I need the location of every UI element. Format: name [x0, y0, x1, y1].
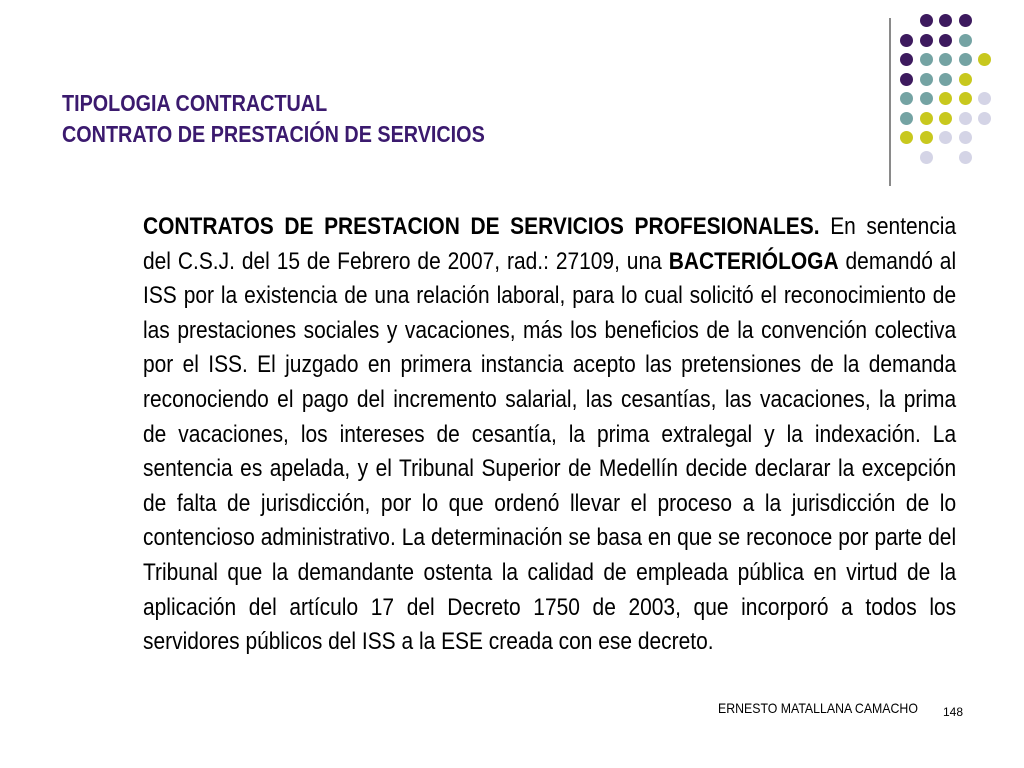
- decorative-dot: [978, 92, 991, 105]
- decorative-dot: [900, 112, 913, 125]
- decorative-dot: [959, 73, 972, 86]
- body-text-part-1: En sentencia del C.S.J. del 15 de Febrero de 2007, rad.: 27109, una: [143, 213, 957, 275]
- decorative-dot: [900, 92, 913, 105]
- decorative-dot: [959, 151, 972, 164]
- decorative-dot: [920, 34, 933, 47]
- decorative-dot-grid: [900, 14, 1020, 164]
- decorative-dot: [959, 112, 972, 125]
- decorative-dot: [939, 34, 952, 47]
- decorative-dot: [920, 151, 933, 164]
- footer-author: ERNESTO MATALLANA CAMACHO: [718, 700, 918, 716]
- decorative-dot: [959, 53, 972, 66]
- page-number: 148: [943, 705, 964, 719]
- decorative-divider-line: [889, 18, 891, 186]
- decorative-dot: [959, 34, 972, 47]
- decorative-dot: [900, 73, 913, 86]
- decorative-dot: [920, 53, 933, 66]
- decorative-dot: [920, 73, 933, 86]
- decorative-dot: [900, 53, 913, 66]
- decorative-dot: [939, 73, 952, 86]
- decorative-dot: [959, 92, 972, 105]
- body-emphasis: BACTERIÓLOGA: [668, 247, 839, 275]
- decorative-dot: [939, 92, 952, 105]
- decorative-dot: [978, 112, 991, 125]
- decorative-dot: [900, 34, 913, 47]
- body-text-part-2: demandó al ISS por la existencia de una relación laboral, para lo cual solicitó el reconocimiento de las prestaciones sociales y vacaciones, más los beneficios de la convención colectiva por el ISS. El juzgado en primera instancia acepto las pretensiones de la demanda reconociendo el pago del incremento salarial, las cesantías, las vacaciones, la prima de vacaciones, los intereses de cesantía, la prima extralegal y la indexación. La sentencia es apelada, y el Tribunal Superior de Medellín decide declarar la excepción de falta de jurisdicción, por lo que ordenó llevar el proceso a la jurisdicción de lo contencioso administrativo. La determinación se basa en que se reconoce por parte del Tribunal que la demandante ostenta la calidad de empleada pública en virtud de la aplicación del artículo 17 del Decreto 1750 de 2003, que incorporó a todos los servidores públicos del ISS a la ESE creada con ese decreto.: [143, 247, 957, 656]
- title-line-2: CONTRATO DE PRESTACIÓN DE SERVICIOS: [62, 121, 485, 147]
- slide-title: [62, 88, 485, 150]
- decorative-dot: [939, 112, 952, 125]
- decorative-dot: [939, 53, 952, 66]
- decorative-dot: [920, 14, 933, 27]
- body-paragraph: [143, 210, 956, 660]
- decorative-dot: [920, 92, 933, 105]
- body-heading: CONTRATOS DE PRESTACION DE SERVICIOS PROFESIONALES.: [143, 213, 820, 240]
- decorative-dot: [978, 53, 991, 66]
- decorative-dot: [939, 131, 952, 144]
- title-line-1: TIPOLOGIA CONTRACTUAL: [62, 90, 328, 116]
- decorative-dot: [920, 131, 933, 144]
- decorative-dot: [939, 14, 952, 27]
- decorative-dot: [959, 14, 972, 27]
- decorative-dot: [920, 112, 933, 125]
- decorative-dot: [900, 131, 913, 144]
- decorative-dot: [959, 131, 972, 144]
